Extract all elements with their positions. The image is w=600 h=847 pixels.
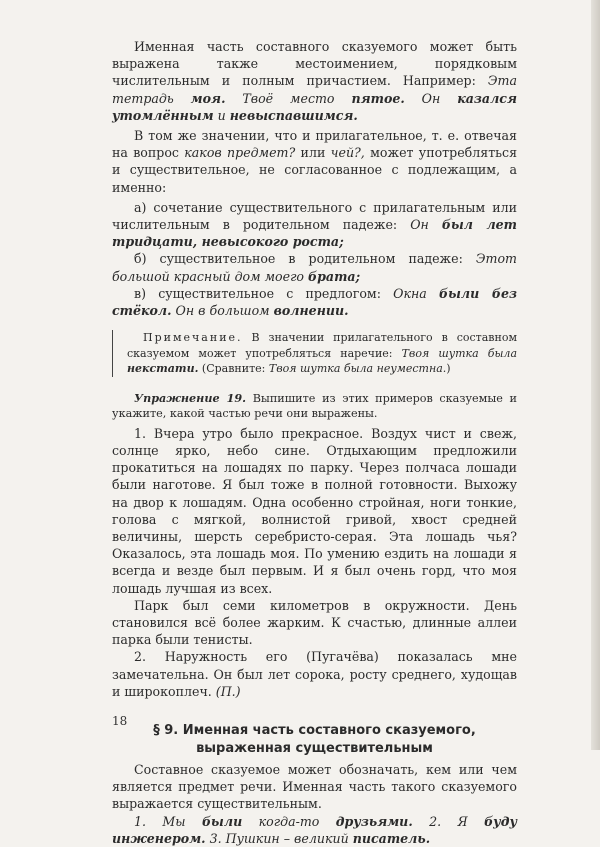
page-edge-shadow xyxy=(591,0,600,750)
example-predicate: брата; xyxy=(308,268,361,284)
exercise-text-2 xyxy=(112,597,517,649)
exercise-text: 2. Наружность его (Пугачёва) показалась мне замечательна. Он был лет сорока, росту среднего, худощав и широкоплеч. xyxy=(112,649,517,699)
example-predicate: казался утомлённым xyxy=(112,90,517,123)
question-text: каков предмет? xyxy=(184,145,296,161)
example-predicate: были без стёкол. xyxy=(112,285,517,319)
example-predicate: были xyxy=(201,813,243,829)
example-text: Он в большом xyxy=(171,303,274,319)
section-text: Составное сказуемое может обозначать, кем или чем является предмет речи. Именная часть такого сказуемого выражается существительным. xyxy=(112,762,517,812)
source-reference: (П.) xyxy=(215,683,241,699)
note-label: Примечание. xyxy=(143,331,243,345)
example-text: Твоё место xyxy=(225,90,352,106)
item-c xyxy=(112,285,517,319)
question-text: чей?, xyxy=(330,145,365,161)
example-predicate: пятое. xyxy=(351,90,405,106)
section-examples xyxy=(112,813,517,847)
exercise-text-1 xyxy=(112,425,517,597)
example-predicate: невыспавшимся. xyxy=(229,107,358,123)
section-paragraph xyxy=(112,761,517,813)
item-text: в) существительное с предлогом: xyxy=(134,285,394,301)
note-box xyxy=(112,330,517,377)
example-predicate: друзьями. xyxy=(335,813,413,829)
example-predicate: был лет тридцати, невысокого роста; xyxy=(112,217,518,250)
example-text: 3. Пушкин – великий xyxy=(205,830,353,846)
example-text: Окна xyxy=(393,285,439,301)
page-content xyxy=(112,38,517,847)
exercise-title xyxy=(112,391,517,422)
exercise-label: Упражнение 19. xyxy=(134,390,247,405)
example-text: и xyxy=(213,107,230,123)
note-text: (Сравните: xyxy=(198,362,269,376)
example-text: Этот большой красный дом моего xyxy=(112,251,517,284)
item-b xyxy=(112,250,517,284)
section-heading-line-1: § 9. Именная часть составного сказуемого, xyxy=(153,723,476,738)
exercise-task: Выпишите из этих примеров сказуемые и укажите, какой частью речи они выражены. xyxy=(112,391,517,421)
example-predicate: писатель. xyxy=(352,830,431,846)
example-predicate: волнении. xyxy=(273,303,349,319)
exercise-text: 1. Вчера утро было прекрасное. Воздух чист и свеж, солнце ярко, небо сине. Отдыхающим предложили прокатиться на лошадях по парку. Через полчаса лошади были наготове. Я был тоже в полной готовности. Выхожу на двор к лошадям. Одна особенно стройная, ноги тонкие, голова с мягкой, волнистой гривой, хвост средней величины, шерсть серебристо-серая. Эта лошадь чья? Оказалось, эта лошадь моя. По умению ездить на лошади я всегда и везде был первым. И я был очень горд, что моя лошадь лучшая из всех. xyxy=(112,425,517,596)
item-text: б) существительное в родительном падеже: xyxy=(134,251,476,267)
section-heading-line-2: выраженная существительным xyxy=(196,741,433,756)
paragraph-text: может употребляться и существительное, не согласованное с подлежащим, а именно: xyxy=(112,145,518,195)
section-heading xyxy=(112,722,517,758)
note-text: В значении прилагательного в составном сказуемом может употребляться наречие: xyxy=(127,331,517,360)
item-a xyxy=(112,199,517,251)
example-text: 2. Я xyxy=(412,813,485,829)
paragraph-text: или xyxy=(295,145,331,161)
second-paragraph xyxy=(112,127,517,196)
item-text: а) сочетание существительного с прилагательным или числительным в родительном падеже: xyxy=(112,199,517,233)
example-text: Он xyxy=(404,90,458,106)
example-text: 1. Мы xyxy=(134,813,202,829)
note-text: ) xyxy=(446,362,451,376)
example-predicate: буду инженером. xyxy=(112,813,517,846)
exercise-text: Парк был семи километров в окружности. День становился всё более жарким. К счастью, длинные аллеи парка были тенисты. xyxy=(112,597,517,648)
example-predicate: некстати. xyxy=(127,362,199,376)
example-text: когда-то xyxy=(242,813,336,829)
page-number: 18 xyxy=(112,714,128,728)
intro-paragraph xyxy=(112,38,517,124)
example-predicate: моя. xyxy=(190,90,226,106)
example-text: Твоя шутка была неуместна. xyxy=(268,362,447,376)
intro-text: Именная часть составного сказуемого может быть выражена также местоимением, порядковым числительным и полным причастием. Например: xyxy=(112,39,517,89)
example-text: Эта тетрадь xyxy=(112,73,517,106)
example-text: Он xyxy=(410,217,442,233)
paragraph-text: В том же значении, что и прилагательное, т. е. отвечая на вопрос xyxy=(112,128,517,161)
exercise-text-3 xyxy=(112,648,517,700)
example-text: Твоя шутка была xyxy=(401,346,517,360)
